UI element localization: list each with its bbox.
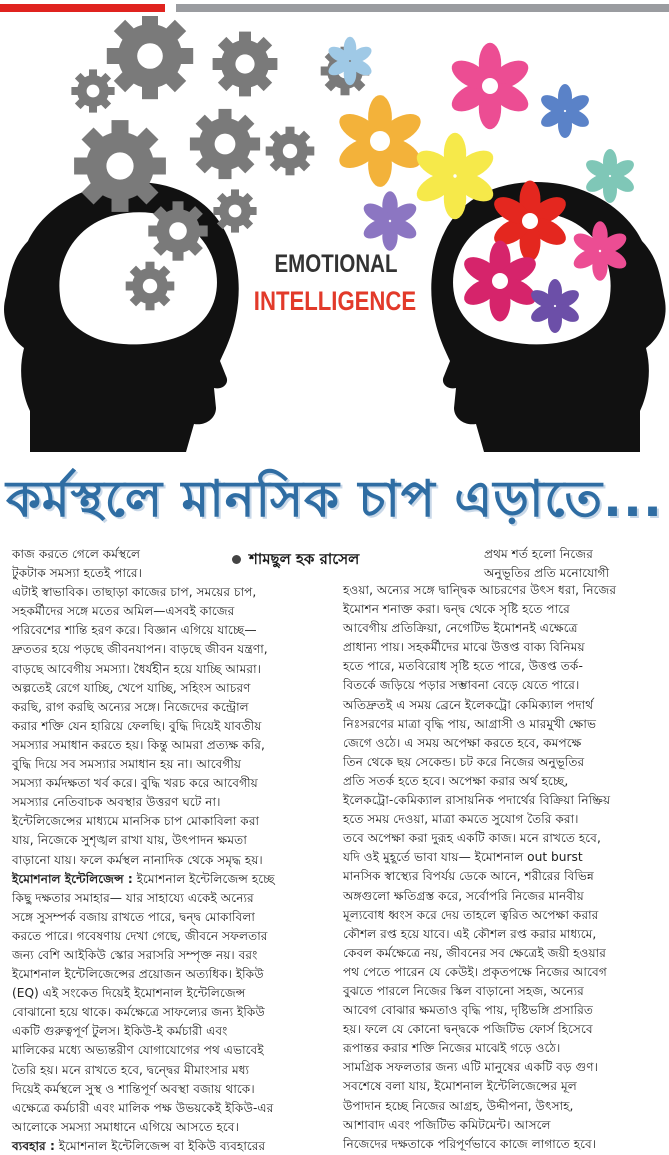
text-line: বাড়ছে আবেগীয় সমস্যা। ধৈর্যহীন হয়ে যাচ্ছি আমরা।	[12, 661, 261, 676]
text-line: সমস্যা কর্মদক্ষতা খর্ব করে। বুদ্ধি খরচ করে আবেগীয়	[12, 776, 258, 791]
text-line: বোঝানো হয়ে থাকে। কর্মক্ষেত্রে সাফল্যের জন্য ইকিউ	[12, 1005, 265, 1020]
text-line: নিঃসরণের মাত্রা বৃদ্ধি পায়, আগ্রাসী ও মারমুখী ক্ষোভ	[343, 716, 597, 731]
text-line: রূপান্তর করার শক্তি নিজের মাঝেই গড়ে ওঠে।	[343, 1041, 561, 1056]
text-line: জন্য বেশি আইকিউ স্কোর সরাসরি সম্পৃক্ত নয়। বরং	[12, 947, 258, 962]
text-line: জেগে ওঠে। এ সময় অপেক্ষা করতে হবে, কমপক্ষে	[343, 735, 582, 750]
text-line: বুদ্ধি দিয়ে সব সমস্যার সমাধান হয় না। আবেগীয়	[12, 757, 242, 772]
text-line: একটি গুরুত্বপূর্ণ টুলস। ইকিউ-ই কর্মচারী এবং	[12, 1024, 228, 1039]
text-line: কিছু দক্ষতার সমাহার— যার সাহায্যে একেই অন্যের	[12, 890, 254, 905]
article-column-right-top	[484, 545, 664, 583]
section-heading-use: ব্যবহার :	[12, 1138, 55, 1153]
text-line: সঙ্গে সুসম্পর্ক বজায় রাখতে পারে, দ্বন্দ্ব মোকাবিলা	[12, 909, 255, 924]
text-line: প্রতি সতর্ক হতে হবে। অপেক্ষা করার অর্থ হচ্ছে,	[343, 773, 569, 788]
text-line: ইমোশনাল ইন্টেলিজেন্সের প্রয়োজন অত্যধিক। ইকিউ	[12, 967, 264, 982]
author-name: শামছুল হক রাসেল	[249, 550, 360, 568]
text-line: (EQ) এই সংকেত দিয়েই ইমোশনাল ইন্টেলিজেন্স	[12, 986, 246, 1001]
article-column-left	[12, 545, 330, 1155]
text-line: উপাদান হচ্ছে নিজের আগ্রহ, উদ্দীপনা, উৎসাহ,	[343, 1098, 574, 1113]
text-line: নিজেদের দক্ষতাকে পরিপূর্ণভাবে কাজে লাগাতে হবে।	[343, 1136, 597, 1151]
text-line: বিতর্কে জড়িয়ে পড়ার সম্ভাবনা বেড়ে যেতে পারে।	[343, 678, 580, 693]
text-line: আশাবাদ এবং পজিটিভ কমিটমেন্ট। আসলে	[343, 1117, 551, 1132]
illustration-title-emotional: EMOTIONAL	[274, 250, 398, 278]
illustration-title-intelligence: INTELLIGENCE	[253, 286, 417, 316]
text-line: হওয়া, অন্যের সঙ্গে দ্বান্দ্বিক আচরণের উৎস ধরা, নিজের	[343, 583, 617, 597]
text-line: ইন্টেলিজেন্সের মাধ্যমে মানসিক চাপ মোকাবিলা করা	[12, 814, 260, 829]
text-line: যায়, নিজেকে সুশৃঙ্খল রাখা যায়, উৎপাদন ক্ষমতা	[12, 833, 247, 848]
text-line: অতিদ্রুতই এ সময় ব্রেনে ইলেকট্রো কেমিক্যাল পদার্থ	[343, 697, 594, 712]
article-headline: কর্মস্থলে মানসিক চাপ এড়াতে...	[5, 470, 664, 528]
text-line: হতে সময় দেওয়া, মাত্রা কমতে সুযোগ তৈরি করা।	[343, 812, 579, 827]
text-line: পরিবেশের শান্তি হরণ করে। বিজ্ঞান এগিয়ে যাচ্ছে—	[12, 623, 257, 638]
text-line: প্রথম শর্ত হলো নিজের	[484, 547, 593, 561]
text-line: তিন থেকে ছয় সেকেন্ড। চট করে নিজের অনুভূতির	[343, 754, 585, 769]
text-line: মূল্যবোধ ধ্বংস করে দেয় তাহলে ত্বরিত অপেক্ষা করার	[343, 907, 599, 922]
text-line: কৌশল রপ্ত হয়ে যাবে। এই কৌশল রপ্ত করার মাধ্যমে,	[343, 926, 597, 941]
text-line: অনুভূতির প্রতি মনোযোগী	[484, 566, 610, 581]
text-line: মালিকের মধ্যে অভ্যন্তরীণ যোগাযোগের পথ এভাবেই	[12, 1043, 264, 1058]
text-line: করার শক্তি যেন হারিয়ে ফেলছি। বুদ্ধি দিয়েই যাবতীয়	[12, 718, 262, 733]
text-line: দিয়েই কর্মস্থলে সুস্থ ও শান্তিপূর্ণ অবস্থা বজায় থাকে।	[12, 1081, 255, 1096]
left-head-silhouette	[4, 182, 239, 452]
emotional-intelligence-illustration	[0, 16, 669, 452]
text-line: আলোকে সমস্যা সমাধানে এগিয়ে আসতে হবে।	[12, 1119, 239, 1134]
text-line: তৈরি হয়। মনে রাখতে হবে, দ্বন্দ্বের মীমাংসার মধ্য	[12, 1062, 250, 1077]
text-line: যদি ওই মুহূর্তে ভাবা যায়— ইমোশনাল out burst	[343, 850, 583, 865]
text-line: এটাই স্বাভাবিক। তাছাড়া কাজের চাপ, সময়ের চাপ,	[12, 585, 257, 600]
paragraph-lead: ব্যবহার : ইমোশনাল ইন্টেলিজেন্স বা ইকিউ ব্যবহারের	[12, 1138, 266, 1153]
text-line: কেবল কর্মক্ষেত্রে নয়, জীবনের সব ক্ষেত্রেই জয়ী হওয়ার	[343, 945, 606, 960]
text-line: এক্ষেত্রে কর্মচারী এবং মালিক পক্ষ উভয়কেই ইকিউ-এর	[12, 1100, 274, 1115]
text-line: টুকটাক সমস্যা হতেই পারে।	[12, 566, 142, 581]
text-line: কাজ করতে গেলে কর্মস্থলে	[12, 547, 141, 561]
text-line: অল্পতেই রেগে যাচ্ছি, খেপে যাচ্ছি, সহিংস আচরণ	[12, 680, 251, 695]
article-column-right	[343, 581, 665, 1154]
text-line: করছি, রাগ করছি অন্যের সঙ্গে। নিজেদের কন্ট্রোল	[12, 699, 249, 714]
paragraph-lead: ইমোশনাল ইন্টেলিজেন্স : ইমোশনাল ইন্টেলিজেন্স হচ্ছে	[12, 871, 275, 886]
text-line: সহকর্মীদের সঙ্গে মতের অমিল—এসবই কাজের	[12, 604, 235, 619]
text-line: সবশেষে বলা যায়, ইমোশনাল ইন্টেলিজেন্সের মূল	[343, 1079, 577, 1094]
top-rule-red	[0, 4, 165, 12]
text-line: হয়। ফলে যে কোনো দ্বন্দ্বকে পজিটিভ ফোর্স হিসেবে	[343, 1022, 593, 1037]
text-line: অঙ্গগুলো ক্ষতিগ্রস্ত করে, সর্বোপরি নিজের মানবীয়	[343, 888, 584, 903]
text-line: সমস্যার সমাধান করতে হয়। কিন্তু আমরা প্রত্যক্ষ করি,	[12, 737, 265, 752]
text-line: আবেগীয় প্রতিক্রিয়া, নেগেটিভ ইমোশনই এক্ষেত্রে	[343, 621, 578, 636]
text-line: বাড়ানো যায়। ফলে কর্মস্থল নানাদিক থেকে সমৃদ্ধ হয়।	[12, 852, 263, 867]
text-line: হতে পারে, মতবিরোধ সৃষ্টি হতে পারে, উত্তপ্ত তর্ক-	[343, 659, 583, 674]
text-line: করতে পারে। গবেষণায় দেখা গেছে, জীবনে সফলতার	[12, 928, 268, 943]
text-line: ইলেকট্রো-কেমিক্যাল রাসায়নিক পদার্থের বিক্রিয়া নিষ্ক্রিয়	[343, 793, 611, 808]
text-line: পথ পেতে পারেন যে কেউই। প্রকৃতপক্ষে নিজের আবেগ	[343, 964, 607, 979]
text-line: তবে অপেক্ষা করা দুরূহ একটি কাজ। মনে রাখতে হবে,	[343, 831, 601, 846]
text-line: বুঝতে পারলে নিজের স্কিল বাড়ানো সহজ, অন্যের	[343, 983, 584, 998]
top-rule-grey	[176, 4, 669, 12]
text-line: প্রাধান্য পায়। সহকর্মীদের মাঝে উত্তপ্ত বাক্য বিনিময়	[343, 640, 585, 655]
text-line: সমস্যার নেতিবাচক অবস্থার উত্তরণ ঘটে না।	[12, 795, 221, 810]
text-line: আবেগ বোঝার ক্ষমতাও বৃদ্ধি পায়, দৃষ্টিভঙ্গি প্রসারিত	[343, 1003, 594, 1018]
section-heading-eq: ইমোশনাল ইন্টেলিজেন্স :	[12, 871, 133, 886]
text-line: ইমোশন শনাক্ত করা। দ্বন্দ্ব থেকে সৃষ্টি হতে পারে	[343, 602, 570, 617]
text-line: মানসিক স্বাস্থ্যের বিপর্যয় ডেকে আনে, শরীরের বিভিন্ন	[343, 869, 594, 884]
text-line: সামগ্রিক সফলতার জন্য এটি মানুষের একটি বড় গুণ।	[343, 1060, 598, 1075]
text-line: দ্রুততর হয়ে পড়ছে জীবনযাপন। বাড়ছে জীবন যন্ত্রণা,	[12, 642, 268, 657]
